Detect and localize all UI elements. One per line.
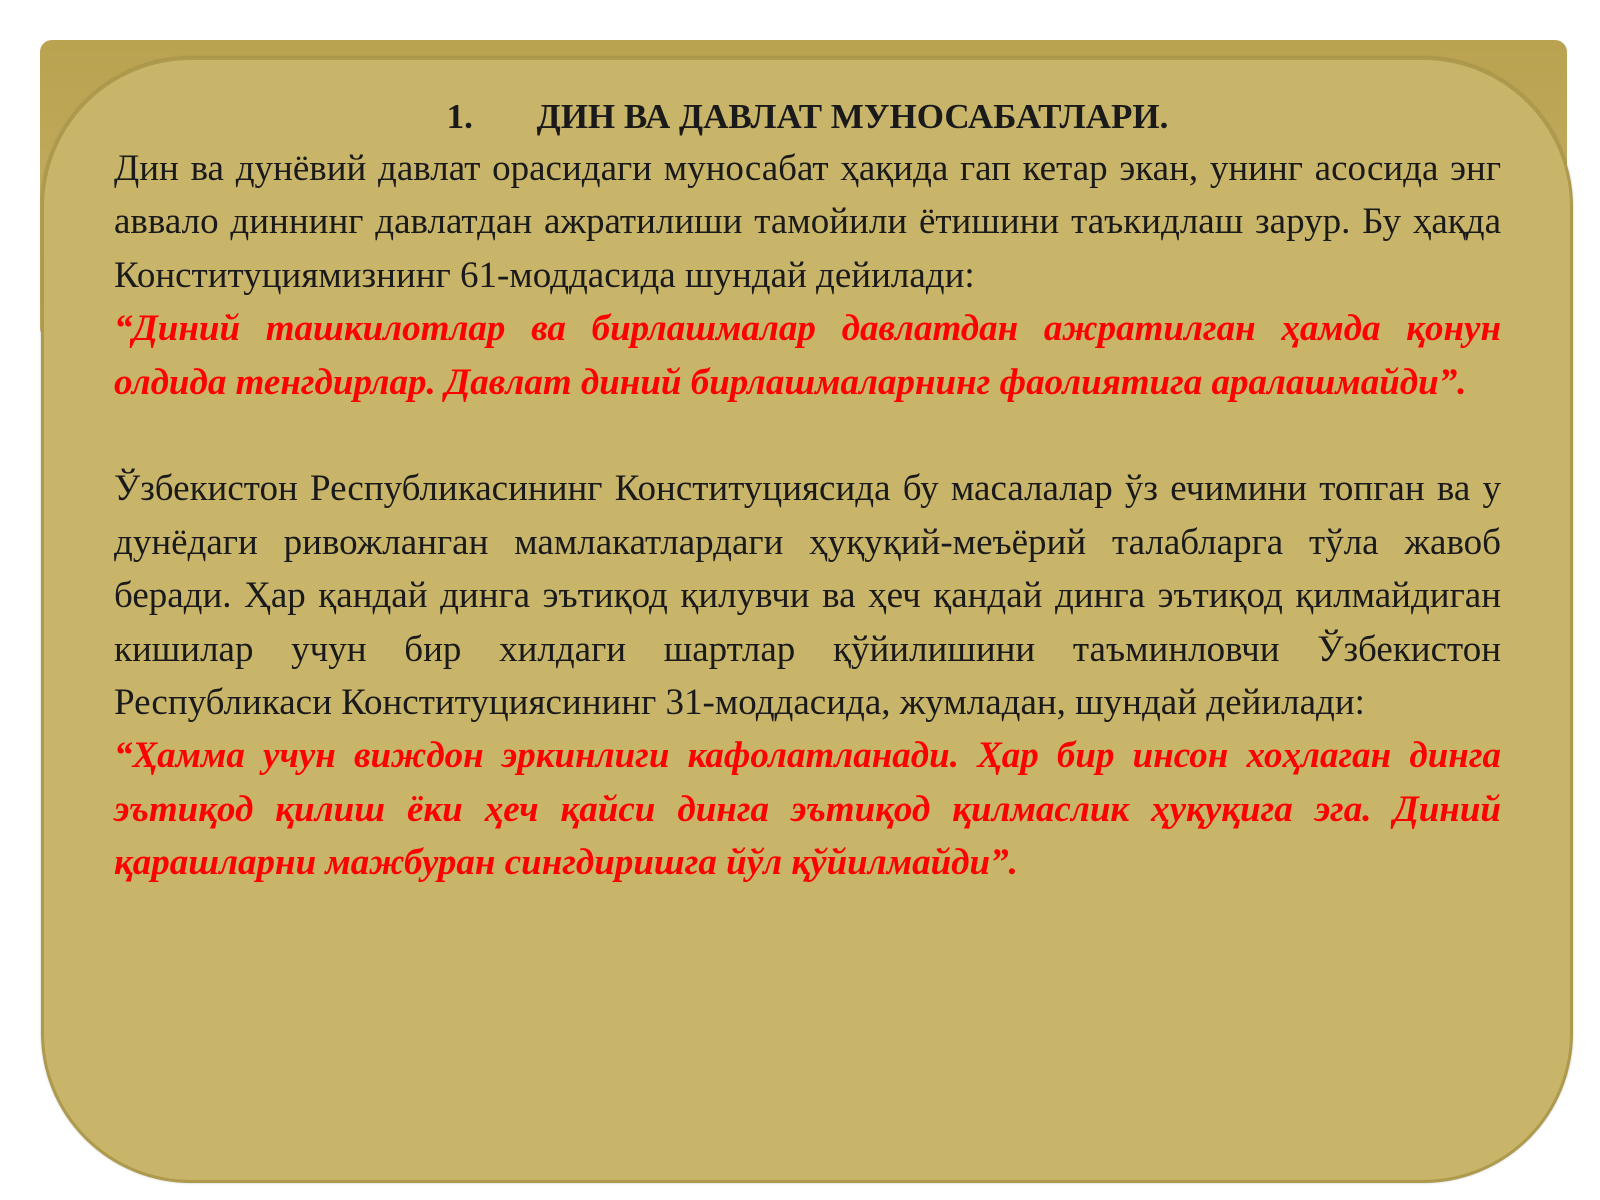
title-number: 1. [446, 97, 473, 136]
slide-content [114, 92, 1501, 890]
paragraph-intro: Дин ва дунёвий давлат орасидаги муносабат ҳақида гап кетар экан, унинг асосида энг аввало диннинг давлатдан ажратилиши тамойили ётишини таъкидлаш зарур. Бу ҳақда Конституциямизнинг 61-моддасида шундай дейилади: [114, 148, 1501, 296]
slide-title [114, 92, 1501, 142]
quote-article-61: “Диний ташкилотлар ва бирлашмалар давлатдан ажратилган ҳамда қонун олдида тенгдирлар. Давлат диний бирлашмаларнинг фаолиятига аралашмайди”. [114, 308, 1501, 403]
quote-article-31: “Ҳамма учун виждон эркинлиги кафолатланади. Ҳар бир инсон хоҳлаган динга эътиқод қилиш ёки ҳеч қайси динга эътиқод қилмаслик ҳуқуқига эга. Диний қарашларни мажбуран сингдиришга йўл қўйилмайди”. [114, 735, 1501, 884]
paragraph-spacer [114, 409, 1501, 462]
title-text: ДИН ВА ДАВЛАТ МУНОСАБАТЛАРИ. [536, 97, 1169, 136]
paragraph-constitution: Ўзбекистон Республикасининг Конституциясида бу масалалар ўз ечимини топган ва у дунёдаги ривожланган мамлакатлардаги ҳуқуқий-меъёрий талабларга тўла жавоб беради. Ҳар қандай динга эътиқод қилувчи ва ҳеч қандай динга эътиқод қилмайдиган кишилар учун бир хилдаги шартлар қўйилишини таъминловчи Ўзбекистон Республикаси Конституциясининг 31-моддасида, жумладан, шундай дейилади: [114, 468, 1501, 724]
